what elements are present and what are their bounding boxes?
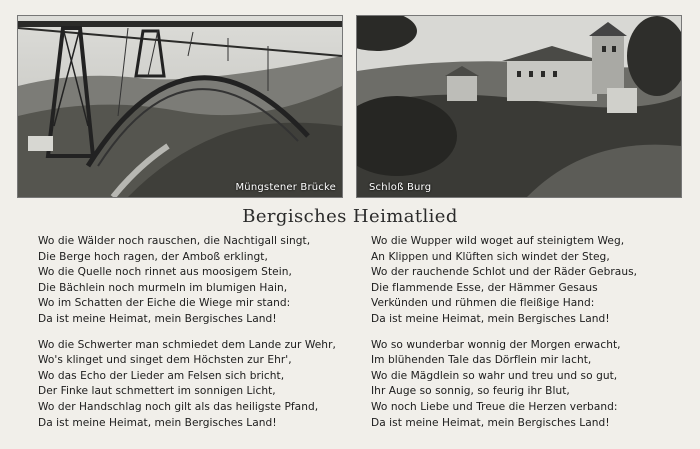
stanza-4 xyxy=(371,338,691,432)
verse-line: Die Bächlein noch murmeln im blumigen Hain, xyxy=(38,281,288,294)
verse-line: Wo die Wupper wild woget auf steinigtem Weg, xyxy=(371,235,625,247)
lyrics-column-right xyxy=(371,234,691,441)
verse-line: Wo die Quelle noch rinnet aus moosigem Stein, xyxy=(38,266,292,279)
verse-line: Wo noch Liebe und Treue die Herzen verband: xyxy=(371,400,618,413)
verse-line: Wo der rauchende Schlot und der Räder Gebraus, xyxy=(371,266,638,279)
lyrics-column-left xyxy=(38,234,368,441)
verse-line: Die flammende Esse, der Hämmer Gesaus xyxy=(371,281,598,294)
verse-line: Die Berge hoch ragen, der Amboß erklingt, xyxy=(38,250,268,263)
bridge-caption: Müngstener Brücke xyxy=(235,182,336,193)
verse-line: Ihr Auge so sonnig, so feurig ihr Blut, xyxy=(371,385,570,398)
verse-line: Wo im Schatten der Eiche die Wiege mir stand: xyxy=(38,297,291,310)
stanza-2 xyxy=(38,338,368,432)
castle-photo xyxy=(356,15,682,198)
song-title: Bergisches Heimatlied xyxy=(242,206,458,227)
stanza-1 xyxy=(38,234,368,328)
verse-line: Im blühenden Tale das Dörflein mir lacht, xyxy=(371,354,592,367)
verse-line: Da ist meine Heimat, mein Bergisches Land! xyxy=(38,416,277,429)
stanza-3 xyxy=(371,234,691,328)
verse-line: Wo das Echo der Lieder am Felsen sich bricht, xyxy=(38,369,285,382)
verse-line: An Klippen und Klüften sich windet der Steg, xyxy=(371,250,610,263)
bridge-photo xyxy=(17,15,343,198)
verse-line: Wo's klinget und singet dem Höchsten zur Ehr', xyxy=(38,354,292,367)
verse-line: Wo die Wälder noch rauschen, die Nachtigall singt, xyxy=(38,235,311,247)
verse-line: Wo die Schwerter man schmiedet dem Lande zur Wehr, xyxy=(38,338,336,351)
verse-line: Verkünden und rühmen die fleißige Hand: xyxy=(371,297,595,310)
verse-line: Da ist meine Heimat, mein Bergisches Land! xyxy=(371,416,610,429)
verse-line: Da ist meine Heimat, mein Bergisches Land! xyxy=(371,312,610,325)
verse-line: Wo der Handschlag noch gilt als das heiligste Pfand, xyxy=(38,400,319,413)
verse-line: Wo die Mägdlein so wahr und treu und so gut, xyxy=(371,369,618,382)
bridge-illustration xyxy=(18,16,342,197)
castle-caption: Schloß Burg xyxy=(369,182,432,193)
verse-line: Der Finke laut schmettert im sonnigen Licht, xyxy=(38,385,276,398)
castle-illustration xyxy=(357,16,681,197)
verse-line: Da ist meine Heimat, mein Bergisches Land! xyxy=(38,312,277,325)
verse-line: Wo so wunderbar wonnig der Morgen erwacht, xyxy=(371,338,621,351)
